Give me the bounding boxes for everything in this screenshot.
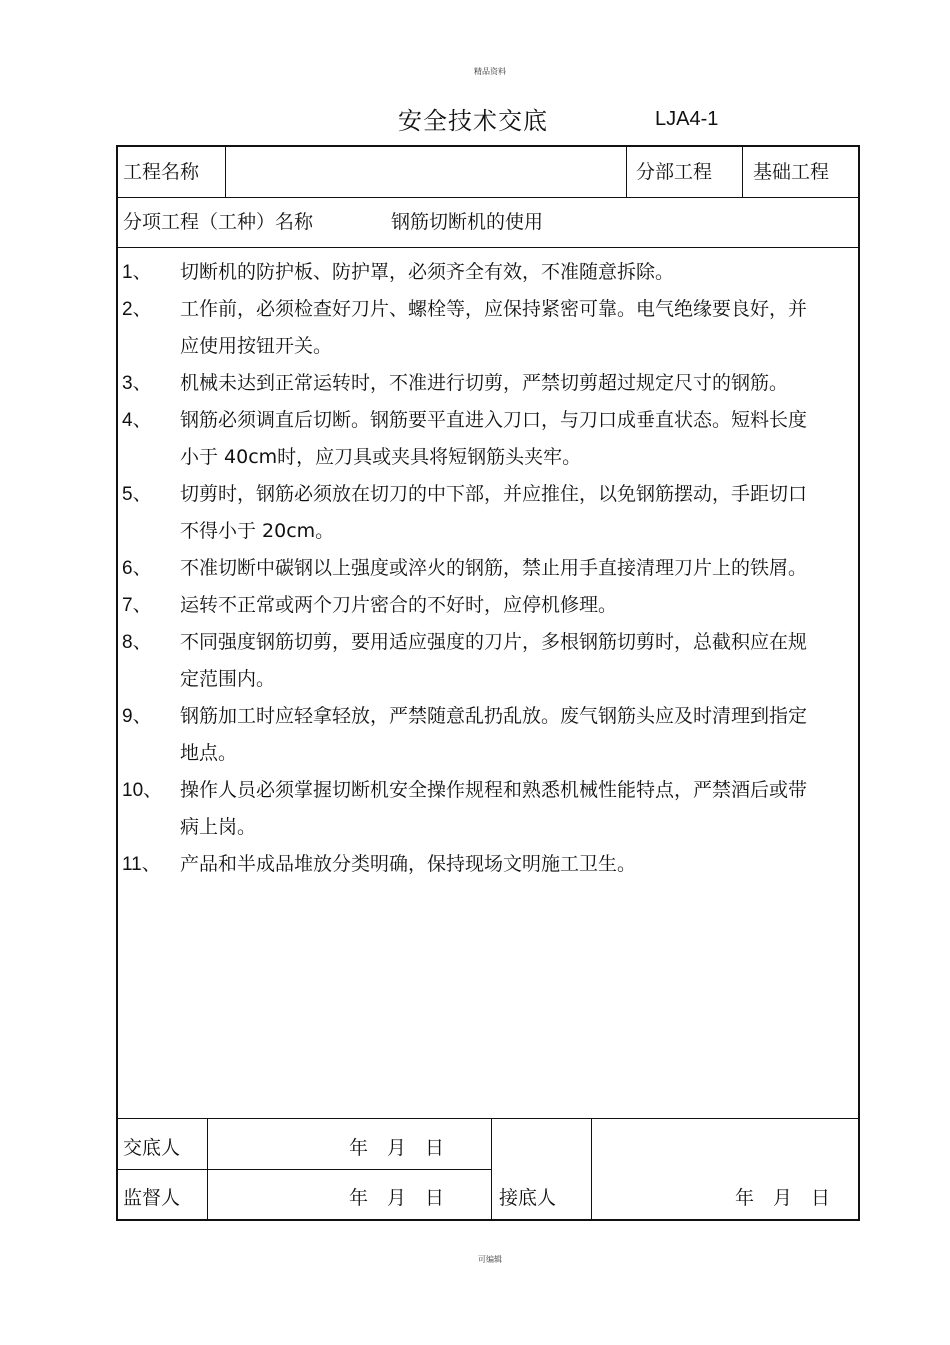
- discloser-label: 交底人: [123, 1137, 181, 1159]
- list-item: [122, 587, 822, 624]
- item-value: 钢筋切断机的使用: [391, 211, 544, 233]
- header-note: 精品资料: [474, 67, 506, 76]
- document-code: LJA4-1: [655, 108, 719, 130]
- item-text: 工作前，必须检查好刀片、螺栓等，应保持紧密可靠。电气绝缘要良好，并应使用按钮开关。: [180, 298, 808, 357]
- item-number: 8、: [122, 632, 152, 653]
- item-text: 不准切断中碳钢以上强度或淬火的钢筋，禁止用手直接清理刀片上的铁屑。: [180, 557, 808, 579]
- list-item: [122, 291, 822, 365]
- list-item: [122, 254, 822, 291]
- row-divider: [116, 1169, 492, 1170]
- item-number: 6、: [122, 558, 152, 579]
- col-divider: [742, 145, 743, 197]
- list-item: [122, 698, 822, 772]
- receiver-date: 年 月 日: [735, 1187, 831, 1209]
- col-divider: [207, 1118, 208, 1221]
- item-text: 机械未达到正常运转时，不准进行切剪，严禁切剪超过规定尺寸的钢筋。: [180, 372, 789, 394]
- project-name-label: 工程名称: [123, 161, 200, 183]
- item-text: 钢筋必须调直后切断。钢筋要平直进入刀口，与刀口成垂直状态。短料长度小于 40cm时，应刀具或夹具将短钢筋头夹牢。: [180, 409, 808, 468]
- item-text: 不同强度钢筋切剪，要用适应强度的刀片，多根钢筋切剪时，总截积应在规定范围内。: [180, 631, 808, 690]
- discloser-date: 年 月 日: [349, 1137, 445, 1159]
- supervisor-date: 年 月 日: [349, 1187, 445, 1209]
- list-item: [122, 476, 822, 550]
- sub-project-value: 基础工程: [753, 161, 830, 183]
- item-number: 7、: [122, 595, 152, 616]
- footer-note: 可编辑: [478, 1255, 502, 1264]
- item-number: 3、: [122, 373, 152, 394]
- list-item: [122, 624, 822, 698]
- col-divider: [591, 1118, 592, 1221]
- item-text: 操作人员必须掌握切断机安全操作规程和熟悉机械性能特点，严禁酒后或带病上岗。: [180, 779, 808, 838]
- sub-project-label: 分部工程: [636, 161, 713, 183]
- list-item: [122, 402, 822, 476]
- list-item: [122, 365, 822, 402]
- item-number: 5、: [122, 484, 152, 505]
- item-text: 切剪时，钢筋必须放在切刀的中下部，并应推住，以免钢筋摆动，手距切口不得小于 20cm。: [180, 483, 808, 542]
- item-number: 2、: [122, 299, 152, 320]
- row-divider: [116, 247, 860, 248]
- item-number: 10、: [122, 780, 163, 801]
- document-title: 安全技术交底: [398, 107, 548, 135]
- row-divider: [116, 1118, 860, 1119]
- safety-items-list: [122, 254, 822, 883]
- list-item: [122, 550, 822, 587]
- item-number: 11、: [122, 854, 161, 875]
- list-item: [122, 846, 822, 883]
- col-divider: [626, 145, 627, 197]
- col-divider: [225, 145, 226, 197]
- item-number: 9、: [122, 706, 152, 727]
- item-text: 产品和半成品堆放分类明确，保持现场文明施工卫生。: [180, 853, 637, 875]
- list-item: [122, 772, 822, 846]
- item-text: 钢筋加工时应轻拿轻放，严禁随意乱扔乱放。废气钢筋头应及时清理到指定地点。: [180, 705, 808, 764]
- item-text: 切断机的防护板、防护罩，必须齐全有效，不准随意拆除。: [180, 261, 675, 283]
- row-divider: [116, 197, 860, 198]
- item-number: 4、: [122, 410, 152, 431]
- supervisor-label: 监督人: [123, 1187, 181, 1209]
- item-label: 分项工程（工种）名称: [123, 211, 314, 233]
- item-number: 1、: [122, 262, 152, 283]
- item-text: 运转不正常或两个刀片密合的不好时，应停机修理。: [180, 594, 618, 616]
- col-divider: [491, 1118, 492, 1221]
- receiver-label: 接底人: [499, 1187, 557, 1209]
